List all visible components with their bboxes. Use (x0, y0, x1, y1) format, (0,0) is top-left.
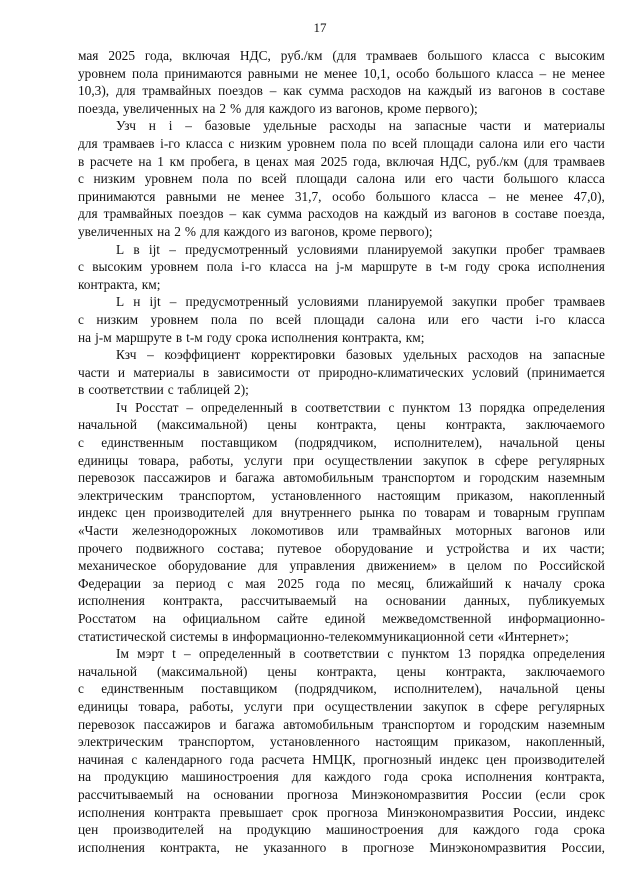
text-line: статистической системы в информационно-телекоммуникационной сети «Интернет»; (78, 628, 569, 644)
text-line: увеличенных на 2 % для каждого из вагонов, кроме первого); (78, 223, 433, 239)
text-line: L н ijt – предусмотренный условиями планируемой закупки пробег трамваев (116, 294, 605, 310)
text-line: механическое оборудование для управления движением» в целом по Российской (78, 558, 605, 574)
text-line: с единственным поставщиком (подрядчиком, исполнителем), начальной цены (78, 681, 605, 697)
text-line: поезда, увеличенных на 2 % для каждого из вагонов, кроме первого); (78, 100, 478, 116)
text-line: Iм мэрт t – определенный в соответствии с пунктом 13 порядка определения (116, 646, 605, 662)
text-line: Росстатом на официальном сайте единой межведомственной информационно- (78, 611, 605, 626)
text-line: L в ijt – предусмотренный условиями планируемой закупки пробег трамваев (116, 241, 605, 257)
text-line: 10,3), для трамвайных поездов – как сумма расходов на каждый из вагонов в составе (78, 83, 605, 99)
document-body (78, 47, 605, 856)
text-line: исполнения контракта превышает срок прогноза Минэкономразвития России, индекс (78, 804, 605, 820)
text-line: для трамвайных поездов – как сумма расходов на каждый из вагонов в составе поезда, (78, 206, 605, 222)
text-line: начальной (максимальной) цены контракта, цены контракта, заключаемого (78, 417, 605, 433)
text-line: для трамваев i-го класса с низким уровнем пола по всей площади салона или его части (78, 135, 605, 151)
text-line: исполнения контракта, рассчитываемый на основании данных, публикуемых (78, 593, 605, 609)
text-line: электрическим транспортом, установленного настоящим приказом, накопленный, (78, 734, 605, 750)
text-line: Кзч – коэффициент корректировки базовых удельных расходов на запасные (116, 347, 605, 363)
text-line: Узч н i – базовые удельные расходы на запасные части и материалы (116, 118, 605, 134)
text-line: рассчитываемый на основании прогноза Минэкономразвития России (если срок (78, 786, 605, 802)
text-line: индекс цен производителей для внутреннего рынка по товарам и товарным группам (78, 505, 605, 521)
text-line: с высоким уровнем пола i-го класса на j-м маршруте в t-м году срока исполнения (78, 259, 605, 275)
text-line: Iч Росстат – определенный в соответствии с пунктом 13 порядка определения (116, 399, 605, 415)
page-number: 17 (313, 20, 327, 35)
text-line: принимаются равными не менее 31,7, особо большого класса – не менее 47,0), (78, 188, 605, 204)
text-line: начиная с календарного года расчета НМЦК, прогнозный индекс цен производителей (78, 751, 605, 767)
text-line: с низким уровнем пола по всей площади салона или его части i-го класса (78, 311, 605, 327)
text-line: перевозок пассажиров и багажа автомобильным транспортом и городским наземным (78, 716, 605, 732)
text-line: прочего подвижного состава; путевое оборудование и устройства и их части; (78, 540, 605, 556)
text-line: исполнения контракта, не указанного в прогнозе Минэкономразвития России, (78, 839, 605, 855)
text-line: мая 2025 года, включая НДС, руб./км (для трамваев большого класса с высоким (78, 48, 605, 63)
text-line: контракта, км; (78, 276, 161, 292)
text-line: в расчете на 1 км пробега, в ценах мая 2025 года, включая НДС, руб./км (для трамваев (78, 153, 605, 169)
text-line: на j-м маршруте в t-м году срока исполнения контракта, км; (78, 329, 425, 345)
text-line: на продукцию машиностроения для каждого года срока исполнения контракта, (78, 769, 605, 785)
text-line: единицы товара, работы, услуги при осуществлении закупок в сфере регулярных (78, 452, 605, 468)
text-line: с низким уровнем пола по всей площади салона или его части большого класса (78, 171, 605, 187)
text-line: цен производителей на продукцию машиностроения для каждого года срока (78, 822, 605, 838)
text-line: уровнем пола принимаются равными не менее 10,1, особо большого класса – не менее (78, 65, 605, 81)
text-line: перевозок пассажиров и багажа автомобильным транспортом и городским наземным (78, 470, 605, 486)
text-line: начальной (максимальной) цены контракта, цены контракта, заключаемого (78, 663, 605, 679)
text-line: электрическим транспортом, установленного настоящим приказом, накопленный (78, 487, 605, 503)
text-line: части и материалы в зависимости от природно-климатических условий (принимается (78, 364, 605, 380)
text-line: с единственным поставщиком (подрядчиком, исполнителем), начальной цены (78, 435, 605, 451)
text-line: Федерации за период с мая 2025 года по месяц, ближайший к началу срока (78, 575, 605, 591)
text-line: «Части железнодорожных локомотивов или трамвайных моторных вагонов или (78, 523, 605, 539)
text-line: единицы товара, работы, услуги при осуществлении закупок в сфере регулярных (78, 698, 605, 714)
text-line: в соответствии с таблицей 2); (78, 382, 249, 398)
